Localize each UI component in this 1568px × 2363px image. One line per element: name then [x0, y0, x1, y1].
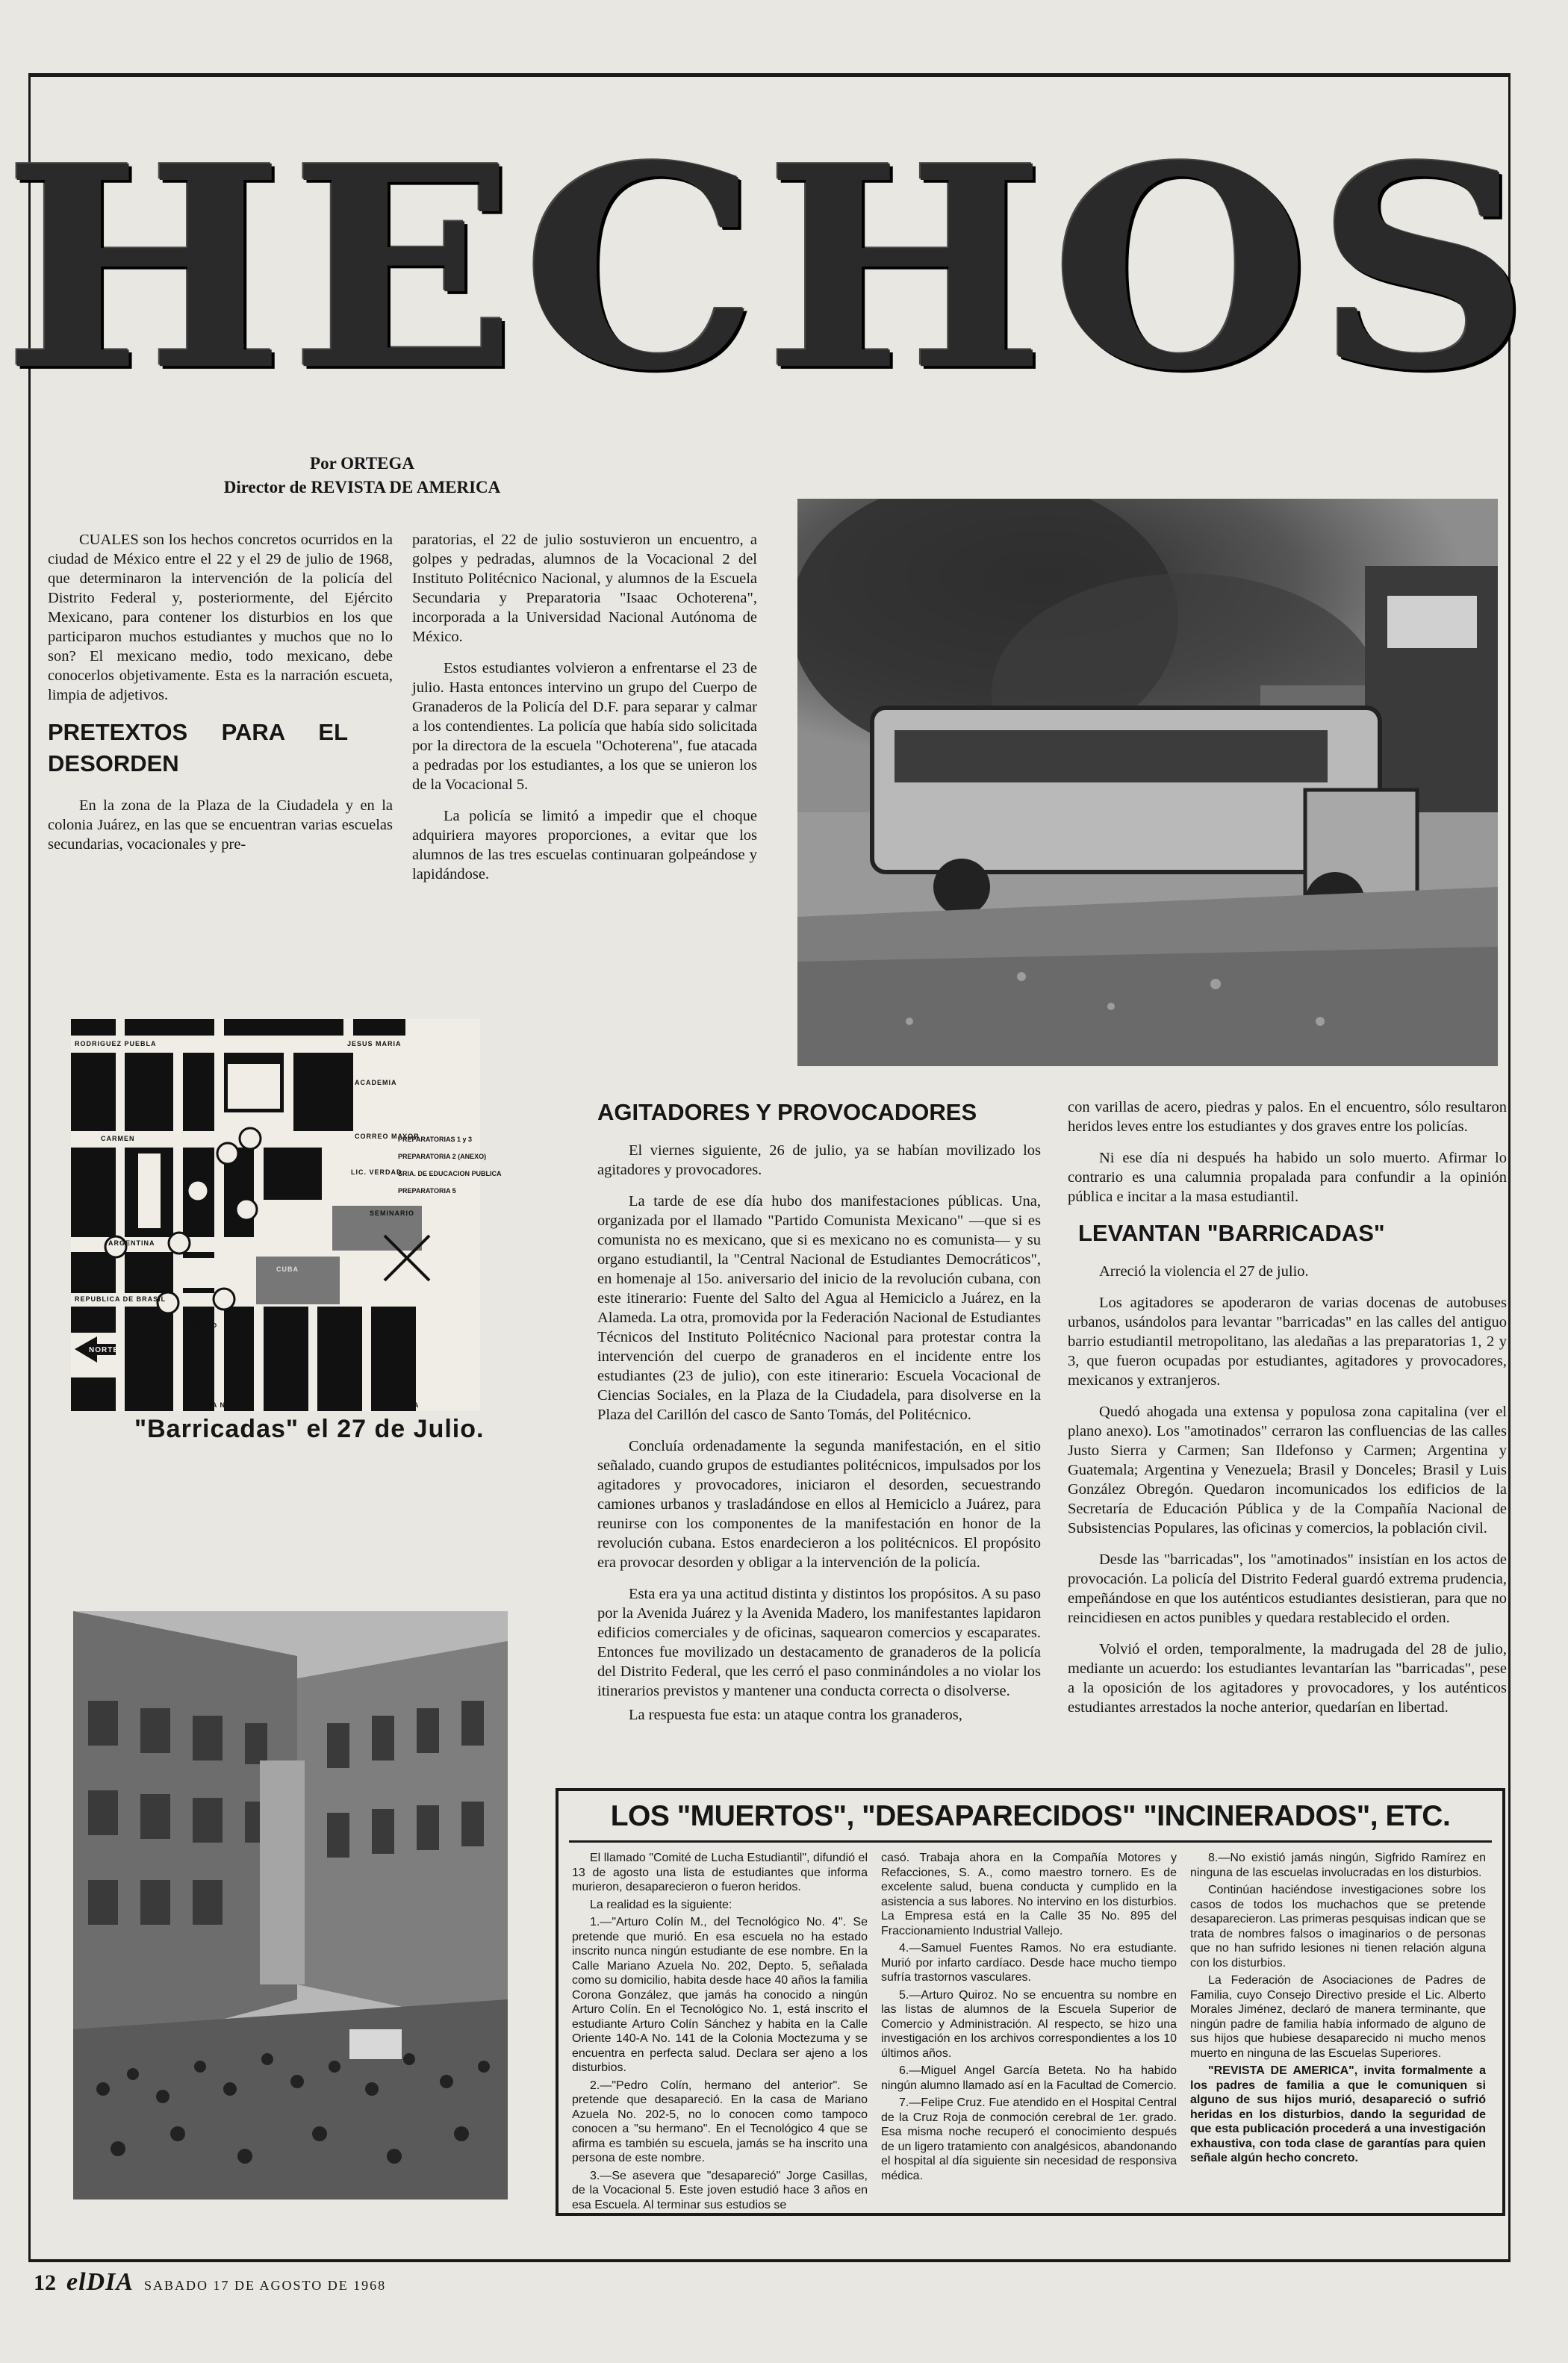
box-c3-paragraph: 8.—No existió jamás ningún, Sigfrido Ramírez en ninguna de las escuelas involucradas en los disturbios. [1190, 1852, 1486, 1879]
box-c2-paragraph: casó. Trabaja ahora en la Compañía Motores y Refacciones, S. A., como maestro tornero. Es de excelente salud, buena conducta y cumplido en la asistencia a sus labores. No intervino en los disturbios. La Empresa está en la Calle 35 No. 895 del Fraccionamiento Industrial Vallejo. [881, 1852, 1177, 1937]
box-c2-paragraph: 4.—Samuel Fuentes Ramos. No era estudiante. Murió por infarto cardíaco. Desde hace mucho tiempo sufría trastornos vasculares. [881, 1942, 1177, 1984]
intro-paragraph-2: En la zona de la Plaza de la Ciudadela y en la colonia Juárez, en las que se encuentran varias escuelas secundarias, vocacionales y pre- [48, 797, 393, 853]
box-title-rule [569, 1840, 1492, 1843]
agitadores-column [597, 1098, 1041, 1737]
box-c3-paragraph: La Federación de Asociaciones de Padres de Familia, cuyo Consejo Directivo preside el Lic. Alberto Morales Jiménez, declaró de manera terminante, que ningún padre de familia había informado de alguno de sus hijos que hubiese desaparecido ni mucho menos muerto en ninguna de las Escuelas Superiores. [1190, 1974, 1486, 2060]
col2-paragraph-3: La policía se limitó a impedir que el choque adquiriera mayores proporciones, a evitar que los alumnos de las tres escuelas continuaran golpeándose y lapidándose. [412, 808, 757, 882]
col4-paragraph-2: Ni ese día ni después ha habido un solo muerto. Afirmar lo contrario es una calumnia propalada para confundir a la opinión pública e incitar a la masa estudiantil. [1068, 1150, 1507, 1205]
col4-paragraph-3: Arreció la violencia el 27 de julio. [1099, 1263, 1309, 1280]
muertos-box [556, 1788, 1505, 2216]
street-label: LIC. VERDAD [351, 1168, 402, 1176]
byline [45, 452, 553, 499]
street-label: PALMA [392, 1401, 420, 1409]
street-label: RODRIGUEZ PUEBLA [75, 1040, 157, 1047]
burning-bus-illustration [797, 499, 1498, 1066]
column-4 [1068, 1098, 1507, 1729]
col4-paragraph-1: con varillas de acero, piedras y palos. En el encuentro, sólo resultaron heridos leves entre los estudiantes y dos graves entre los policías. [1068, 1099, 1507, 1135]
legend-item: PREPARATORIAS 1 y 3 [398, 1136, 473, 1143]
agitadores-paragraph-4: Esta era ya una actitud distinta y distintos los propósitos. A su paso por la Avenida Juárez y la Avenida Madero, los manifestantes lapidaron edificios comerciales y de oficinas, saquearon comercios y escaparates. Entonces fue movilizado un destacamento de granaderos de la policía del Distrito Federal, que les cerró el paso conminándoles a no violar los itinerarios previstos y mantener una conducta correcta o disolverse. [597, 1586, 1041, 1699]
street-label: ARGENTINA [108, 1239, 155, 1247]
box-c1-paragraph: La realidad es la siguiente: [590, 1898, 732, 1911]
intro-column [48, 530, 393, 866]
box-column-1 [572, 1851, 868, 2215]
agitadores-paragraph-3: Concluía ordenadamente la segunda manifestación, en el sitio señalado, cuando grupos de estudiantes politécnicos, impulsados por los agitadores y provocadores, iniciaron el desorden, secuestrando camiones urbanos y trasladándose en ellos al Hemiciclo a Juárez, para reunirse con los componentes de la manifestación en honor de la revolución cubana. Estos enardecieron a los politécnicos. El propósito era provocar desorden y obligar a la intervención de la policía. [597, 1438, 1041, 1571]
column-2 [412, 530, 757, 896]
street-label: PLAZA DE STO. DOMINGO [183, 1309, 218, 1329]
street-crowd-photo [73, 1611, 508, 2199]
col4-paragraph-7: Volvió el orden, temporalmente, la madrugada del 28 de julio, mediante un acuerdo: los estudiantes levantarían las "barricadas", pese a la oposición de los agitadores y provocadores, y los auténticos estudiantes arrestados la noche anterior, quedarían en libertad. [1068, 1641, 1507, 1716]
top-rule [28, 73, 1511, 77]
box-title: LOS "MUERTOS", "DESAPARECIDOS" "INCINERADOS", ETC. [610, 1800, 1451, 1832]
box-c3-paragraph: "REVISTA DE AMERICA", invita formalmente a los padres de familia a que le comuniquen si alguno de sus hijos murió, desapareció o sufrió heridas en los disturbios, dando la seguridad de que esta publicación procederá a una investigación exhaustiva, con toda clase de garantías para quien señale algún hecho concreto. [1190, 2064, 1486, 2164]
agitadores-paragraph-5: La respuesta fue esta: un ataque contra los granaderos, [629, 1707, 962, 1723]
legend-item: PREPARATORIA 5 [398, 1187, 456, 1195]
street-label: CORREO MAYOR [355, 1133, 420, 1140]
legend-item: PREPARATORIA 2 (ANEXO) [398, 1153, 487, 1160]
legend-item: SRIA. DE EDUCACION PUBLICA [398, 1170, 502, 1177]
col4-paragraph-4: Los agitadores se apoderaron de varias docenas de autobuses urbanos, usándolos para levantar "barricadas" en las calles del antiguo barrio estudiantil metropolitano, las aledañas a las preparatorias 1, 2 y 3, que fueron ocupadas por estudiantes, agitadores y provocadores, mexicanos y extranjeros. [1068, 1295, 1507, 1389]
agitadores-paragraph-2: La tarde de ese día hubo dos manifestaciones públicas. Una, organizada por el llamado "Partido Comunista Mexicano" —que si es comunista no es mexicano, que si es mexicano no es comunista— y su organo estudiantil, la "Central Nacional de Estudiantes Democráticos", en homenaje al 15o. aniversario del inicio de la revolución cubana, con este itinerario: Fuente del Salto del Agua al Hemiciclo a Juárez, en la Alameda. La otra, promovida por la Federación Nacional de Estudiantes Técnicos del Instituto Politécnico Nacional para protestar contra la intervención del cuerpo de granaderos en el incidente entre los estudiantes (23 de julio), con este itinerario: Escuela Vocacional de Ciencias Sociales, en la Plaza de la Ciudadela, para disolverse en la Plaza del Carillón del casco de Santo Tomás, del Politécnico. [597, 1193, 1041, 1423]
page-number: 12 [34, 2270, 56, 2295]
col4-paragraph-5: Quedó ahogada una extensa y populosa zona capitalina (ver el plano anexo). Los "amotinados" cerraron las confluencias de las calles Justo Sierra y Carmen; San Ildefonso y Carmen; Argentina y Guatemala; Argentina y Venezuela; Brasil y Donceles; Brasil y Luis González Obregón. Quedaron incomunicados los edificios de la Secretaría de Educación Pública y de la Compañía Nacional de Subsistencias Populares, las oficinas y comercios, la población civil. [1068, 1404, 1507, 1537]
page-footer [34, 2268, 631, 2298]
issue-date: SABADO 17 DE AGOSTO DE 1968 [144, 2278, 387, 2293]
section-heading-barricadas: LEVANTAN "BARRICADAS" [1078, 1220, 1385, 1246]
street-label: PALMA NORTE [190, 1401, 247, 1409]
box-c2-paragraph: 5.—Arturo Quiroz. No se encuentra su nombre en las listas de alumnos de la Escuela Superior de Comercio y Administración. Al respecto, se hizo una investigación en los archivos correspondientes a los 10 últimos años. [881, 1988, 1177, 2060]
box-column-3 [1190, 1851, 1486, 2169]
box-column-2 [881, 1851, 1177, 2186]
agitadores-paragraph-1: El viernes siguiente, 26 de julio, ya se habían movilizado los agitadores y provocadores. [597, 1142, 1041, 1178]
byline-author: Por ORTEGA [310, 454, 414, 473]
box-c1-paragraph: 3.—Se asevera que "desapareció" Jorge Casillas, de la Vocacional 5. Este joven estudió hace 3 años en esa Escuela. Al terminar sus estudios se [572, 2169, 868, 2211]
col2-paragraph-2: Estos estudiantes volvieron a enfrentarse el 23 de julio. Hasta entonces intervino un grupo del Cuerpo de Granaderos de la Policía del D.F. para separar y calmar a los contendientes. La policía que había sido solicitada por la directora de la escuela "Ochoterena", fue atacada a pedradas por los estudiantes, a los que se unieron los de la Vocacional 5. [412, 660, 757, 793]
street-label: SEMINARIO [370, 1209, 415, 1217]
barricades-map [71, 1019, 502, 1411]
street-crowd-illustration [73, 1611, 508, 2199]
box-c1-paragraph: 2.—"Pedro Colín, hermano del anterior". Se pretende que desapareció. En la casa de Mariano Azuela No. 202-5, no lo conocen como tampoco conocen a "su hermano". En el Tecnológico 4 que se afirma es también su escuela, jamás se ha inscrito una persona de este nombre. [572, 2079, 868, 2164]
street-label: CUBA [276, 1265, 299, 1273]
col4-paragraph-6: Desde las "barricadas", los "amotinados" insistían en los actos de provocación. La policía del Distrito Federal guardó extrema prudencia, empeñándose en que los auténticos estudiantes desistieran, para que no reincidiesen en actos punibles y quedara restablecido el orden. [1068, 1551, 1507, 1626]
section-heading-pretextos: PRETEXTOS PARA EL DESORDEN [48, 719, 348, 776]
box-c1-paragraph: El llamado "Comité de Lucha Estudiantil", difundió el 13 de agosto una lista de estudiantes que informa murieron, desaparecieron o fueron heridos. [572, 1852, 868, 1893]
byline-role: Director de REVISTA DE AMERICA [223, 478, 501, 496]
burning-bus-photo [797, 499, 1498, 1066]
bottom-rule [28, 2259, 1511, 2262]
street-label: JESUS MARIA [347, 1040, 402, 1047]
col2-paragraph-1: paratorias, el 22 de julio sostuvieron un encuentro, a golpes y pedradas, alumnos de la Vocacional 2 del Instituto Politécnico Nacional, y alumnos de la Escuela Secundaria y Preparatoria "Isaac Ochoterena", incorporada a la Universidad Nacional Autónoma de México. [412, 532, 757, 645]
paper-logo: elDIA [66, 2268, 134, 2296]
box-c2-paragraph: 6.—Miguel Angel García Beteta. No ha habido ningún alumno llamado así en la Facultad de Comercio. [881, 2064, 1177, 2092]
section-heading-agitadores: AGITADORES Y PROVOCADORES [597, 1099, 977, 1125]
map-caption: "Barricadas" el 27 de Julio. [134, 1415, 485, 1443]
intro-paragraph: CUALES son los hechos concretos ocurridos en la ciudad de México entre el 22 y el 29 de julio de 1968, que determinaron la intervención de la policía del Distrito Federal y, posteriormente, del Ejército Mexicano, para contener los disturbios en los que participaron muchos estudiantes y muchos que no lo son? El mexicano medio, todo mexicano, debe conocerlos objetivamente. Esta es la narración escueta, limpia de adjetivos. [48, 532, 393, 703]
box-c2-paragraph: 7.—Felipe Cruz. Fue atendido en el Hospital Central de la Cruz Roja de conmoción cerebral de 1er. grado. Esa misma noche recuperó el conocimiento después de un ligero tratamiento con analgésicos, abandonando el hospital al día siguiente sin necesidad de responsiva médica. [881, 2096, 1177, 2182]
masthead [2, 105, 1536, 432]
box-c1-paragraph: 1.—"Arturo Colín M., del Tecnológico No. 4". Se pretende que murió. En esa escuela no ha estado inscrito nunca ningún estudiante de ese nombre. En la Calle Mariano Azuela No. 202, Depto. 5, señalada como su domicilio, habita desde hace 40 años la familia Corona González, que jamás ha conocido a ningún Arturo Colín. En el Tecnológico No. 1, está inscrito el estudiante Arturo Colín Sánchez y habita en la Calle Oriente 140-A No. 141 de la Colonia Moctezuma y se encuentra en perfecta salud. Declara ser ajeno a los disturbios. [572, 1916, 868, 2074]
street-label: ACADEMIA [355, 1079, 397, 1086]
map-north-label: NORTE [89, 1346, 119, 1354]
street-label: REPUBLICA DE BRASIL [75, 1295, 167, 1303]
map-legend [398, 1131, 547, 1200]
box-c3-paragraph: Continúan haciéndose investigaciones sobre los casos de todos los muchachos que se pretende desaparecieron. Las primeras pesquisas indican que se trata de nombres falsos o imaginarios o de personas que no han sufrido lesiones ni tienen relación alguna con los disturbios. [1190, 1884, 1486, 1970]
street-label: CARMEN [101, 1135, 135, 1142]
masthead-title: HECHOS [2, 105, 1536, 432]
